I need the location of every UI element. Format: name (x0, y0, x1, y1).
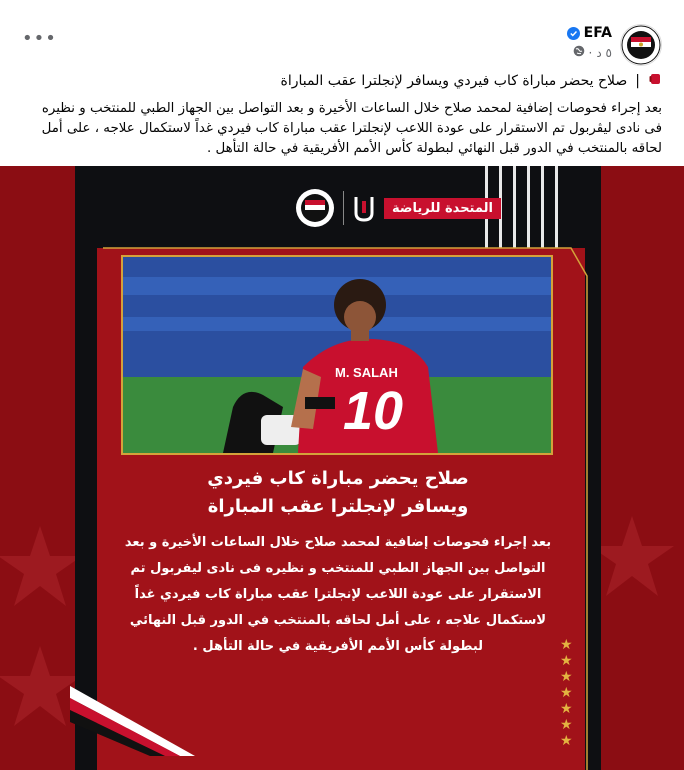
title-separator: | (635, 73, 640, 89)
flag-sash (70, 686, 220, 756)
post-image[interactable] (0, 166, 684, 770)
red-flag-icon (648, 72, 662, 90)
post-title-row (281, 72, 662, 90)
brand-text: المتحدة للرياضة (384, 198, 501, 219)
star-icon: ★ (560, 733, 573, 749)
more-options-button[interactable]: ••• (22, 28, 57, 49)
star-icon: ★ (560, 701, 573, 717)
star-icon: ★ (560, 637, 573, 653)
star-icon: ★ (560, 669, 573, 685)
page-name[interactable]: EFA (583, 25, 612, 41)
post-header (0, 0, 684, 70)
desc-line: لاستكمال علاجه ، على أمل لحاقه بالمنتخب في الدور قبل النهائي (129, 613, 547, 628)
page-name-row (567, 25, 612, 41)
jersey-name: M. SALAH (335, 365, 398, 380)
post-title: صلاح يحضر مباراة كاب فيردي ويسافر لإنجلترا عقب المباراة (280, 73, 628, 89)
star-icon: ★ (560, 685, 573, 701)
desc-line: بعد إجراء فحوصات إضافية لمحمد صلاح خلال الساعات الأخيرة و بعد (124, 535, 552, 550)
stars-column (560, 637, 576, 749)
headline-line-1: صلاح يحضر مباراة كاب فيردي (207, 468, 469, 489)
jersey-number: 10 (343, 381, 404, 441)
image-description (75, 530, 601, 660)
globe-icon[interactable] (573, 45, 585, 60)
player-photo (121, 255, 553, 455)
page-avatar[interactable] (620, 24, 662, 66)
post-meta (573, 45, 612, 60)
desc-line: لبطولة كأس الأمم الأفريقية في حالة التأهل . (192, 639, 484, 654)
meta-separator: · (588, 45, 593, 60)
desc-line: التواصل بين الجهاز الطبي للمنتخب و نظيره فى نادى ليفربول تم (130, 561, 546, 576)
post-body-text: بعد إجراء فحوصات إضافية لمحمد صلاح خلال الساعات الأخيرة و بعد التواصل بين الجهاز الطبي للمنتخب و نظيره فى نادى ليڤربول تم الاستقرار على عودة اللاعب لإنجلترا عقب مباراة كاب فيردي غداً لاستكمال علاجه ، على أمل لحاقه بالمنتخب في الدور قبل النهائي لبطولة كأس الأمم الأفريقية في حالة التأهل . (41, 101, 662, 156)
verified-icon (567, 27, 580, 40)
efa-logo (621, 25, 661, 65)
post-time[interactable]: ٥ د (596, 45, 612, 60)
star-icon: ★ (560, 653, 573, 669)
desc-line: الاستقرار على عودة اللاعب لإنجلترا عقب مباراة كاب فيردي غداً (134, 587, 542, 602)
headline-line-2: ويسافر لإنجلترا عقب المباراة (207, 496, 469, 517)
star-icon: ★ (560, 717, 573, 733)
image-headline (75, 465, 601, 521)
